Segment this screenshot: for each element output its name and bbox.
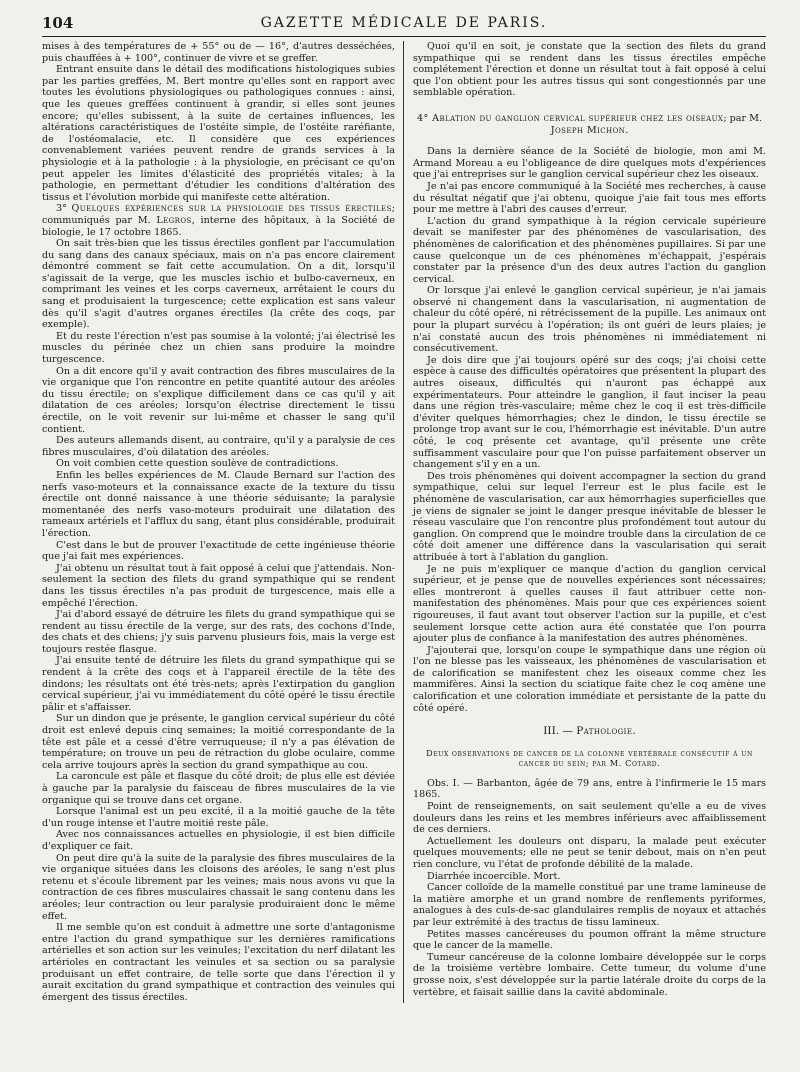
- paragraph: Or lorsque j'ai enlevé le ganglion cervical supérieur, je n'ai jamais observé ni changement dans la vascularisation, ni augmentation de chaleur du côté opéré, ni rétrécissement de la pupille. Les animaux ont pour la plupart survécu à l'opération; ils ont guéri de leurs plaies; je n'ai constaté aucun des trois phénomènes ni immédiatement ni consécutivement.: [413, 285, 766, 355]
- observation-title-text: Deux observations de cancer de la colonne vertébrale consécutif à un cancer du sein: [426, 747, 753, 768]
- paragraph: Actuellement les douleurs ont disparu, la malade peut exécuter quelques mouvements; elle ne peut se tenir debout, mais on n'en peut rien conclure, vu l'état de profonde débilité de la malade.: [413, 835, 766, 870]
- paragraph: Diarrhée incoercible. Mort.: [427, 870, 561, 882]
- paragraph: Je ne puis m'expliquer ce manque d'action du ganglion cervical supérieur, et je pense que de nouvelles expériences sont nécessaires; elles montreront à quelles causes il faut attribuer cette non-manifestation des phénomènes. Mais pour que ces expériences soient rigoureuses, il faut avant tout observer l'action sur la pupille, et c'est seulement lorsque cette action aura été constatée que l'on pourra ajouter plus de confiance à la manifestation des autres phénomènes.: [413, 563, 766, 645]
- byline-end: .: [625, 124, 629, 136]
- section-end: .: [632, 725, 636, 738]
- section-title: Quelques expériences sur la physiologie des tissus érectiles: [71, 203, 392, 215]
- paragraph: Dans la dernière séance de la Société de biologie, mon ami M. Armand Moreau a eu l'obligeance de dire quelques mots d'expériences que j'ai entreprises sur le ganglion cervical supérieur chez les oiseaux.: [413, 146, 766, 181]
- section-title: 4° Ablation du ganglion cervical supérieur chez les oiseaux: [417, 112, 724, 124]
- paragraph: Je dois dire que j'ai toujours opéré sur des coqs; j'ai choisi cette espèce à cause des difficultés opératoires que présentent la plupart des autres oiseaux, difficultés qui n'auront pas échappé aux expérimentateurs. Pour atteindre le ganglion, il faut inciser la peau dans une région très-vasculaire; même chez le coq il est très-difficile d'éviter quelques hémorrhagies; chez le dindon, le tissu érectile se prolonge trop avant sur le cou, l'hémorrhagie est inévitable. D'un autre côté, le coq présente cet avantage, qu'il présente une crête suffisamment vasculaire pour que l'on puisse parfaitement observer un changement s'il y en a un.: [413, 354, 766, 471]
- paragraph: J'ai obtenu un résultat tout à fait opposé à celui que j'attendais. Non-seulement la section des filets du grand sympathique qui se rendent dans les tissus érectiles n'a pas produit de turgescence, mais elle a empêché l'érection.: [42, 562, 395, 609]
- paragraph: On sait très-bien que les tissus érectiles gonflent par l'accumulation du sang dans des canaux spéciaux, mais on n'a pas encore clairement démontré comment se fait cette accumulation. On a dit, lorsqu'il s'agissait de la verge, que les muscles ischio et bulbo-caverneux, en comprimant les veines et les corps caverneux, arrêtaient le cours du sang et produisaient la turgescence; cette explication est sans valeur dès qu'il s'agit d'autres organes érectiles (la crête des coqs, par exemple).: [42, 238, 395, 331]
- paragraph: Des trois phénomènes qui doivent accompagner la section du grand sympathique, celui sur lequel l'erreur est le plus facile est le phénomène de vascularisation, car aux hémorrhagies superficielles que je viens de signaler se joint le danger presque inévitable de blesser le réseau vasculaire que l'on rencontre plus profondément tout autour du ganglion. On comprend que le moindre trouble dans la circulation de ce côté doit amener une différence dans la vascularisation qui serait attribuée à tort à l'ablation du ganglion.: [413, 470, 766, 563]
- paragraph: mises à des températures de + 55° ou de — 16°, d'autres desséchées, puis chauffées à + 100°, continuer de vivre et se greffer.: [42, 41, 395, 64]
- paragraph: J'ai ensuite tenté de détruire les filets du grand sympathique qui se rendent à la crête des coqs et à l'appareil érectile de la tête des dindons; les résultats ont été très-nets; après l'extirpation du ganglion cervical supérieur, j'ai vu immédiatement du côté opéré le tissu érectile pâlir et s'affaisser.: [42, 655, 395, 713]
- paragraph: Il me semble qu'on est conduit à admettre une sorte d'antagonisme entre l'action du grand sympathique sur les dernières ramifications artérielles et son action sur les veinules; l'excitation du nerf dilatant les artérioles en contractant les veinules et sa section ou sa paralysie produisant un effet contraire, de telle sorte que dans l'érection il y aurait excitation du grand sympathique et contraction des veinules qui émergent des tissus érectiles.: [42, 922, 395, 1003]
- paragraph: Enfin les belles expériences de M. Claude Bernard sur l'action des nerfs vaso-moteurs et la connaissance exacte de la texture du tissu érectile ont donné naissance à une théorie séduisante; la paralysie momentanée des nerfs vaso-moteurs produirait une dilatation des rameaux artériels et l'afflux du sang, étant plus considérable, produirait l'érection.: [42, 469, 395, 539]
- paragraph: Quoi qu'il en soit, je constate que la section des filets du grand sympathique qui se rendent dans les tissus érectiles empêche complétement l'érection et donne un résultat tout à fait opposé à celui que l'on obtient pour les autres tissus qui sont congestionnés par une semblable opération.: [413, 41, 766, 99]
- columns: [42, 41, 766, 1003]
- affiliation: , interne des hôpitaux, à la Société de biologie, le 17 octobre 1865.: [42, 214, 395, 238]
- left-column: [42, 41, 404, 1003]
- paragraph: Sur un dindon que je présente, le ganglion cervical supérieur du côté droit est enlevé depuis cinq semaines; la moitié correspondante de la tête est pâle et a cessé d'être verruqueuse; il n'y a pas élévation de température; on trouve un peu de rétraction du globe oculaire, comme cela arrive toujours après la section du grand sympathique au cou.: [42, 713, 395, 771]
- section-number: 3°: [56, 203, 67, 215]
- paragraph: J'ajouterai que, lorsqu'on coupe le sympathique dans une région où l'on ne blesse pas les vaisseaux, les phénomènes de vascularisation et de calorification se manifestent chez les oiseaux comme chez les mammifères. Ainsi la section du sciatique faite chez le coq amène une calorification et une coloration immédiate et persistante de la patte du côté opéré.: [413, 644, 766, 714]
- paragraph: C'est dans le but de prouver l'exactitude de cette ingénieuse théorie que j'ai fait mes expériences.: [42, 539, 395, 563]
- right-column: [404, 41, 766, 1003]
- paragraph: J'ai d'abord essayé de détruire les filets du grand sympathique qui se rendent au tissu érectile de la verge, sur des rats, des cochons d'Inde, des chats et des chiens; j'y suis parvenu plusieurs fois, mais la verge est toujours restée flasque.: [42, 609, 395, 655]
- paragraph: On voit combien cette question soulève de contradictions.: [56, 458, 339, 470]
- paragraph: Tumeur cancéreuse de la colonne lombaire développée sur le corps de la troisième vertèbre lombaire. Cette tumeur, du volume d'une grosse noix, s'est développée sur la partie latérale droite du corps de la vertèbre, et faisait saillie dans la cavité abdominale.: [413, 951, 766, 998]
- paragraph: Cancer colloïde de la mamelle constitué par une trame lamineuse de la matière amorphe et un grand nombre de renflements pyriformes, analogues à des culs-de-sac glandulaires remplis de noyaux et attachés par leur extrémité à des tractus de tissu lamineux.: [413, 882, 766, 928]
- paragraph: On a dit encore qu'il y avait contraction des fibres musculaires de la vie organique que l'on rencontre en petite quantité autour des aréoles du tissu érectile; on s'explique difficilement dans ce cas qu'il y ait dilatation de ces aréoles; lorsqu'on électrise directement le tissu érectile, on le voit revenir sur lui-même et chasser le sang qu'il contient.: [42, 365, 395, 435]
- section-word: Pathologie: [576, 725, 633, 738]
- section-heading: [413, 113, 766, 136]
- observation-title: [413, 748, 766, 768]
- paragraph: Je n'ai pas encore communiqué à la Société mes recherches, à cause du résultat négatif que j'ai obtenu, quoique j'aie fait tous mes efforts pour me mettre à l'abri des causes d'erreur.: [413, 180, 766, 216]
- paragraph: Et du reste l'érection n'est pas soumise à la volonté; j'ai électrisé les muscles du périnée chez un chien sans produire la moindre turgescence.: [42, 330, 395, 366]
- section-heading-pathologie: [413, 726, 766, 738]
- paragraph: On peut dire qu'à la suite de la paralysie des fibres musculaires de la vie organique situées dans les cloisons des aréoles, le sang n'est plus retenu et s'écoule librement par les veines; mais nous avons vu que la contraction de ces fibres musculaires chassait le sang contenu dans les aréoles; leur contraction ou leur paralysie produiraient donc le même effet.: [42, 852, 395, 922]
- paragraph: Entrant ensuite dans le détail des modifications histologiques subies par les parties greffées, M. Bert montre qu'elles sont en rapport avec toutes les évolutions physiologiques ou pathologiques connues : ainsi, que les queues greffées continuent à grandir, si elles sont jeunes encore; qu'elles subissent, à la suite de certaines influences, les altérations caractéristiques de l'ostéite simple, de l'ostéite raréfiante, de l'ostéomalacie, etc. Il considère que ces expériences convenablement variées peuvent rendre de grands services à la physiologie et à la pathologie : à la physiologie, en précisant ce qu'on peut appeler les limites d'élasticité des propriétés vitales; à la pathologie, en permettant d'étudier les conditions d'altération des tissus et l'évolution morbide qui manifeste cette altération.: [42, 64, 395, 203]
- page-header: [42, 14, 766, 37]
- paragraph: Lorsque l'animal est un peu excité, il a la moitié gauche de la tête d'un rouge intense et l'autre moitié reste pâle.: [42, 806, 395, 829]
- section-heading: [42, 203, 395, 238]
- paragraph: Avec nos connaissances actuelles en physiologie, il est bien difficile d'expliquer ce fait.: [42, 829, 395, 852]
- paragraph: Obs. I. — Barbanton, âgée de 79 ans, entre à l'infirmerie le 15 mars 1865.: [413, 777, 766, 801]
- journal-title: GAZETTE MÉDICALE DE PARIS.: [260, 15, 548, 31]
- author-name: Legros: [156, 214, 192, 226]
- byline-text: ; communiqués par M.: [42, 203, 395, 226]
- paragraph: Des auteurs allemands disent, au contraire, qu'il y a paralysie de ces fibres musculaires, d'où dilatation des aréoles.: [42, 435, 395, 458]
- observation-byline: ; par M. Cotard.: [585, 757, 661, 768]
- paragraph: La caroncule est pâle et flasque du côté droit; de plus elle est déviée à gauche par la paralysie du faisceau de fibres musculaires de la vie organique qui se trouve dans cet organe.: [42, 771, 395, 806]
- paragraph: Point de renseignements, on sait seulement qu'elle a eu de vives douleurs dans les reins et les membres inférieurs avec affaiblissement de ces derniers.: [413, 801, 766, 836]
- paragraph: L'action du grand sympathique à la région cervicale supérieure devait se manifester par des phénomènes de vascularisation, des phénomènes de calorification et des phénomènes pupillaires. Si par une cause quelconque un de ces phénomènes m'échappait, j'espérais constater par la présence d'un des deux autres l'action du ganglion cervical.: [413, 215, 766, 285]
- byline-text: ; par M.: [723, 112, 762, 124]
- section-roman: III. —: [543, 725, 577, 738]
- author-name: Joseph Michon: [550, 124, 626, 136]
- paragraph: Petites masses cancéreuses du poumon offrant la même structure que le cancer de la mamelle.: [413, 928, 766, 952]
- page-number: 104: [42, 14, 74, 32]
